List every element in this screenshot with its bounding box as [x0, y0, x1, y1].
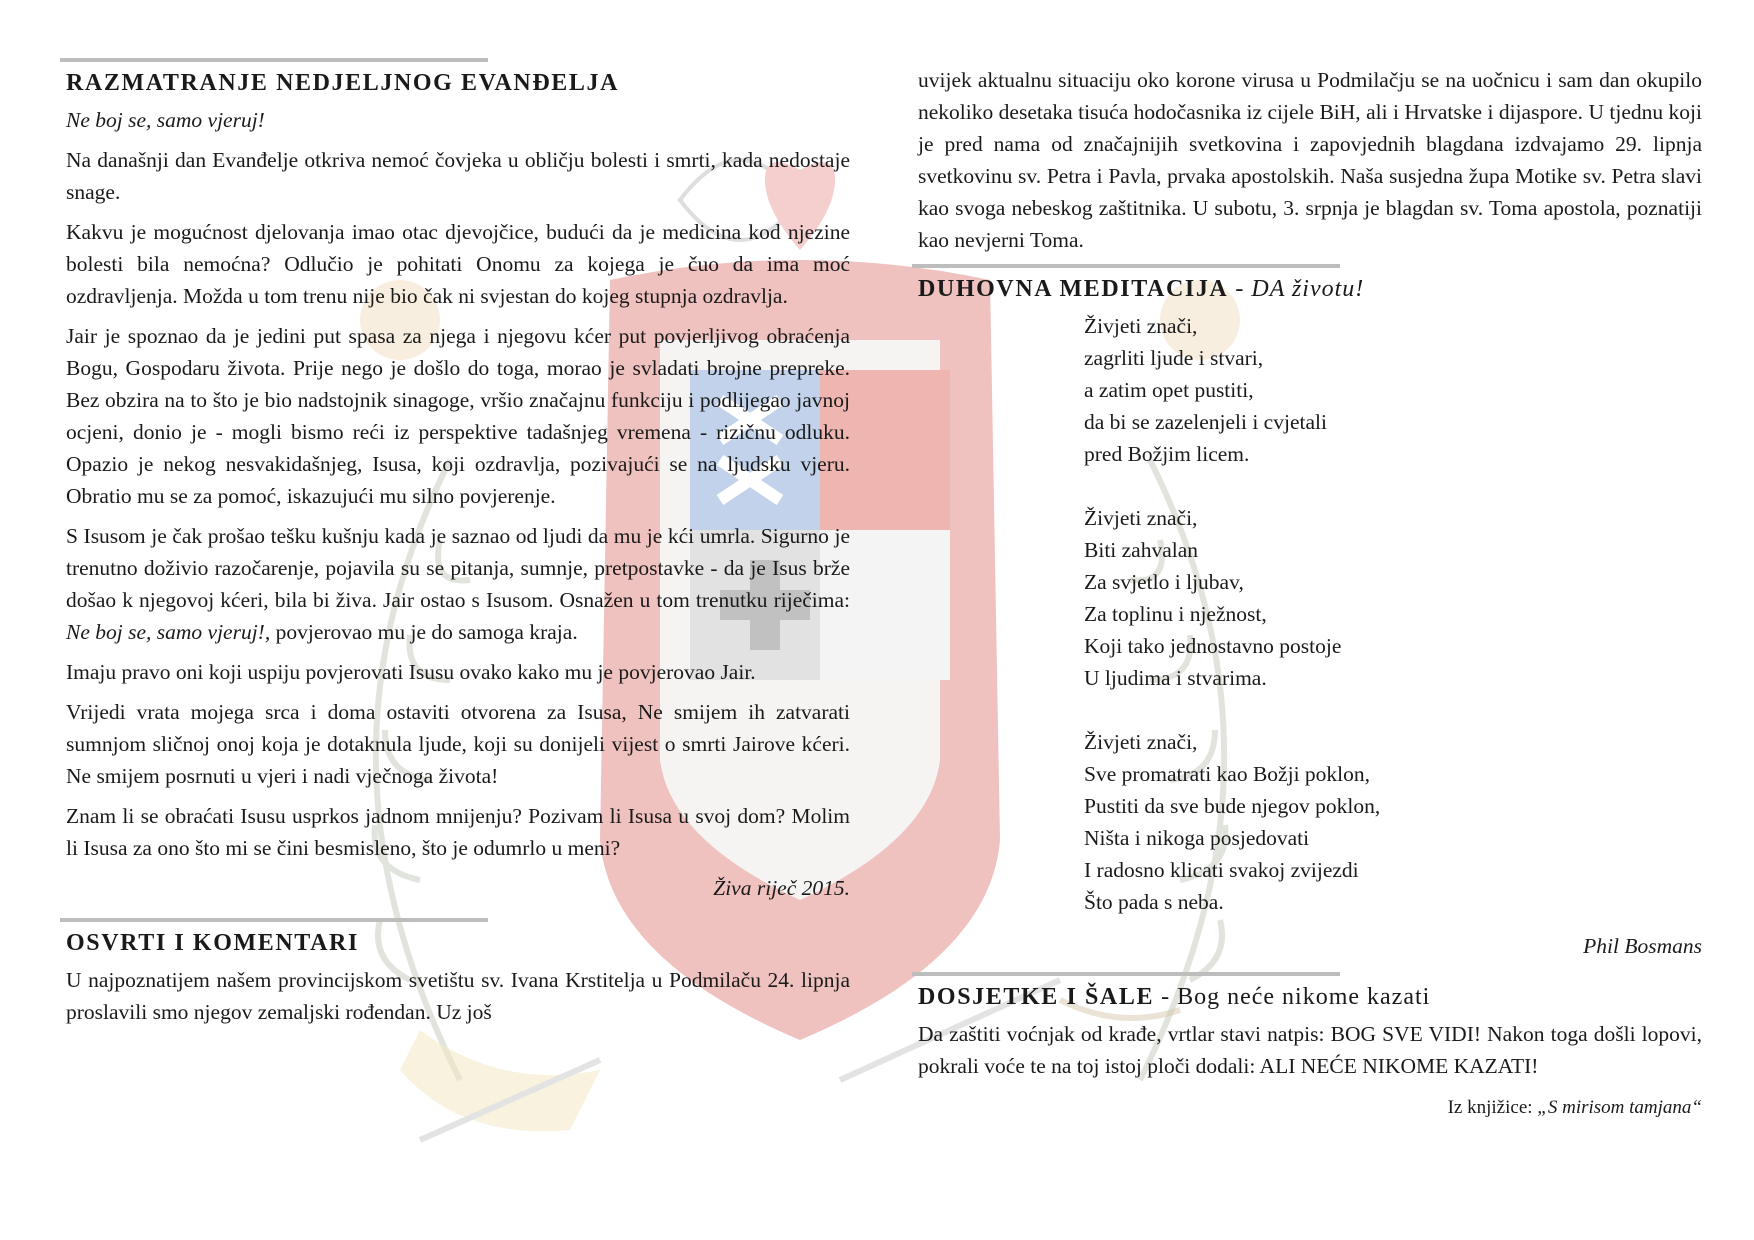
meditation-poem	[1084, 310, 1702, 918]
gospel-subtitle: Ne boj se, samo vjeruj!	[66, 108, 265, 132]
poem-line: Što pada s neba.	[1084, 890, 1224, 914]
gospel-paragraph-3: Jair je spoznao da je jedini put spasa za njega i njegovu kćer put povjerljivog obraćenja Bogu, Gospodaru života. Prije nego je došlo do toga, morao je svladati brojne prepreke. Bez obzira na to što je bio nadstojnik sinagoge, vršio značajnu funkciju i podlijegao javnoj ocjeni, donio je - mogli bismo reći iz perspektive tadašnjeg vremena - rizičnu odluku. Opazio je nekog nesvakidašnjeg, Isusa, koji ozdravlja, pozivajući se na ljudsku vjeru. Obratio mu se za pomoć, iskazujući mu silno povjerenje.	[66, 324, 850, 508]
poem-line: Pustiti da sve bude njegov poklon,	[1084, 794, 1381, 818]
poem-line: Za svjetlo i ljubav,	[1084, 570, 1244, 594]
right-column	[918, 58, 1702, 1124]
poem-line: pred Božjim licem.	[1084, 442, 1250, 466]
poem-line: Ništa i nikoga posjedovati	[1084, 826, 1310, 850]
jokes-title-separator: -	[1154, 984, 1178, 1010]
poem-line: Živjeti znači,	[1084, 730, 1198, 754]
poem-stanza-3	[1084, 726, 1702, 918]
gospel-paragraph-7: Znam li se obraćati Isusu usprkos jadnom mnijenju? Pozivam li Isusa u svoj dom? Molim li Isusa za ono što mi se čini besmisleno, što je odumrlo u meni?	[66, 804, 850, 860]
poem-line: Biti zahvalan	[1084, 538, 1199, 562]
jokes-title-main: DOSJETKE I ŠALE	[918, 984, 1155, 1010]
poem-line: a zatim opet pustiti,	[1084, 378, 1254, 402]
jokes-paragraph: Da zaštiti voćnjak od krađe, vrtlar stavi natpis: BOG SVE VIDI! Nakon toga došli lopovi, pokrali voće te na toj istoj ploči dodali: ALI NEĆE NIKOME KAZATI!	[918, 1022, 1702, 1078]
comments-paragraph-continued: uvijek aktualnu situaciju oko korone virusa u Podmilačju se na uočnicu i sam dan okupilo nekoliko desetaka tisuća hodočasnika iz cijele BiH, ali i Hrvatske i dijaspore. U tjednu koji je pred nama od značajnijih svetkovina i zapovjednih blagdana izdvajamo 29. lipnja svetkovinu sv. Petra i Pavla, prvaka apostolskih. Naša susjedna župa Motike sv. Petra slavi kao svoga nebeskog zaštitnika. U subotu, 3. srpnja je blagdan sv. Toma apostola, poznatiji kao nevjerni Toma.	[918, 68, 1702, 252]
section-title-jokes	[918, 980, 1702, 1014]
jokes-source-prefix: Iz knjižice:	[1447, 1097, 1538, 1118]
section-rule	[912, 264, 1340, 268]
section-rule	[912, 972, 1340, 976]
meditation-title-main: DUHOVNA MEDITACIJA	[918, 276, 1229, 302]
poem-line: zagrliti ljude i stvari,	[1084, 346, 1264, 370]
poem-stanza-1	[1084, 310, 1702, 470]
jokes-title-sub: Bog neće nikome kazati	[1177, 984, 1431, 1010]
poem-line: Koji tako jednostavno postoje	[1084, 634, 1342, 658]
poem-line: I radosno klicati svakoj zvijezdi	[1084, 858, 1359, 882]
gospel-paragraph-5: Imaju pravo oni koji uspiju povjerovati Isusu ovako kako mu je povjerovao Jair.	[66, 660, 756, 684]
poem-line: Sve promatrati kao Božji poklon,	[1084, 762, 1371, 786]
poem-line: da bi se zazelenjeli i cvjetali	[1084, 410, 1327, 434]
poem-stanza-2	[1084, 502, 1702, 694]
gospel-paragraph-4	[66, 520, 850, 648]
section-title-meditation	[918, 272, 1702, 306]
section-rule	[60, 918, 488, 922]
section-title-comments: OSVRTI I KOMENTARI	[66, 930, 359, 956]
gospel-paragraph-4-end: povjerovao mu je do samoga kraja.	[270, 620, 578, 644]
poem-author: Phil Bosmans	[1583, 934, 1702, 958]
comments-paragraph-1: U najpoznatijem našem provincijskom svetištu sv. Ivana Krstitelja u Podmilaču 24. lipnja proslavili smo njegov zemaljski rođendan. Uz još	[66, 968, 850, 1024]
poem-line: Za toplinu i nježnost,	[1084, 602, 1267, 626]
poem-line: Živjeti znači,	[1084, 506, 1198, 530]
gospel-paragraph-4-start: S Isusom je čak prošao tešku kušnju kada je saznao od ljudi da mu je kći umrla. Sigurno je trenutno doživio razočarenje, pojavila su se pitanja, sumnje, pretpostavke - da je Isus brže došao k njegovoj kćeri, bila bi živa. Jair ostao s Isusom. Osnažen u tom trenutku riječima:	[66, 524, 850, 612]
gospel-paragraph-2: Kakvu je mogućnost djelovanja imao otac djevojčice, budući da je medicina kod njezine bolesti bila nemoćna? Odlučio je pohitati Onomu za kojega je čuo da ima moć ozdravljenja. Možda u tom trenu nije bio čak ni svjestan do kojeg stupnja ozdravlja.	[66, 220, 850, 308]
gospel-paragraph-1: Na današnji dan Evanđelje otkriva nemoć čovjeka u obličju bolesti i smrti, kada nedostaje snage.	[66, 148, 850, 204]
section-rule	[60, 58, 488, 62]
left-column	[66, 58, 850, 1036]
poem-line: Živjeti znači,	[1084, 314, 1198, 338]
poem-line: U ljudima i stvarima.	[1084, 666, 1267, 690]
gospel-paragraph-4-quote: Ne boj se, samo vjeruj!,	[66, 620, 271, 644]
gospel-paragraph-6: Vrijedi vrata mojega srca i doma ostaviti otvorena za Isusa, Ne smijem ih zatvarati sumnjom sličnoj onoj koja je dotaknula ljude, koji su donijeli vijest o smrti Jairove kćeri. Ne smijem posrnuti u vjeri i nadi vječnoga života!	[66, 700, 850, 788]
section-title-gospel: RAZMATRANJE NEDJELJNOG EVANĐELJA	[66, 70, 620, 96]
meditation-title-separator: -	[1228, 276, 1252, 302]
meditation-title-sub: DA životu!	[1251, 276, 1365, 302]
jokes-source	[918, 1092, 1702, 1124]
jokes-source-title: „S mirisom tamjana“	[1537, 1097, 1702, 1118]
gospel-source: Živa riječ 2015.	[713, 876, 850, 900]
